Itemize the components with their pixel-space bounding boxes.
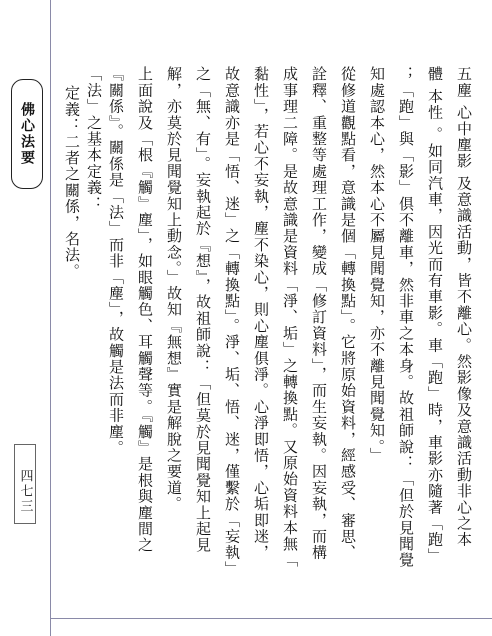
- side-title: 佛心法要: [19, 102, 35, 166]
- text-column-14: 「法」之基本定義：: [85, 66, 103, 212]
- page-number: 四七三: [17, 469, 33, 514]
- side-title-tab: [11, 79, 43, 189]
- text-column-10: 之「無、有」。妄執起於『想』，故祖師說：「但莫於見聞覺知上起見: [194, 66, 212, 554]
- text-column-5: 從修道觀點看，意識是個「轉換點」。它將原始資料，經感受、審思、: [339, 66, 357, 561]
- text-column-13: 『關係』。關係是「法」而非「塵」，故觸是法而非塵。: [107, 66, 125, 456]
- text-column-12: 上面說及「根『觸』塵」，如眼觸色、耳觸聲等。『觸』是根與塵間之: [136, 66, 154, 554]
- text-column-15: 定義：二者之關係，名法。: [63, 85, 81, 280]
- margin-rule-vertical: [50, 0, 51, 636]
- text-column-6: 詮釋、重整等處理工作，變成「修訂資料」，而生妄執。因妄執，而構: [310, 66, 328, 561]
- text-column-1: 五塵 心中塵影 及意識活動，皆不離心。然影像及意識活動非心之本: [455, 66, 473, 548]
- text-column-11: 解，亦莫於見聞覺知上動念。」故知『無想』實是解脫之要道。: [165, 66, 183, 513]
- text-column-9: 故意識亦是「悟、迷」之「轉換點」。淨、垢、悟、迷，僅繫於「妄執」: [223, 66, 241, 577]
- text-column-7: 成事理二障。是故意識是資料「淨、垢」之轉換點。又原始資料本無「: [281, 66, 299, 569]
- text-column-2: 體 本性 。如同汽車，因光而有車影。車「跑」時，車影亦隨著「跑」: [426, 66, 444, 564]
- text-column-3: ；「跑」與「影」俱不離車，然非車之本身。故祖師說：「但於見聞覺: [397, 66, 415, 569]
- text-column-8: 黏性」，若心不妄執，塵不染心，則心塵俱淨。心淨即悟，心垢即迷，: [252, 66, 270, 561]
- margin-rule-horizontal: [50, 618, 492, 619]
- text-column-4: 知處認本心，然本心不屬見聞覺知，亦不離見聞覺知。」: [368, 66, 386, 464]
- page-number-box: [14, 444, 36, 524]
